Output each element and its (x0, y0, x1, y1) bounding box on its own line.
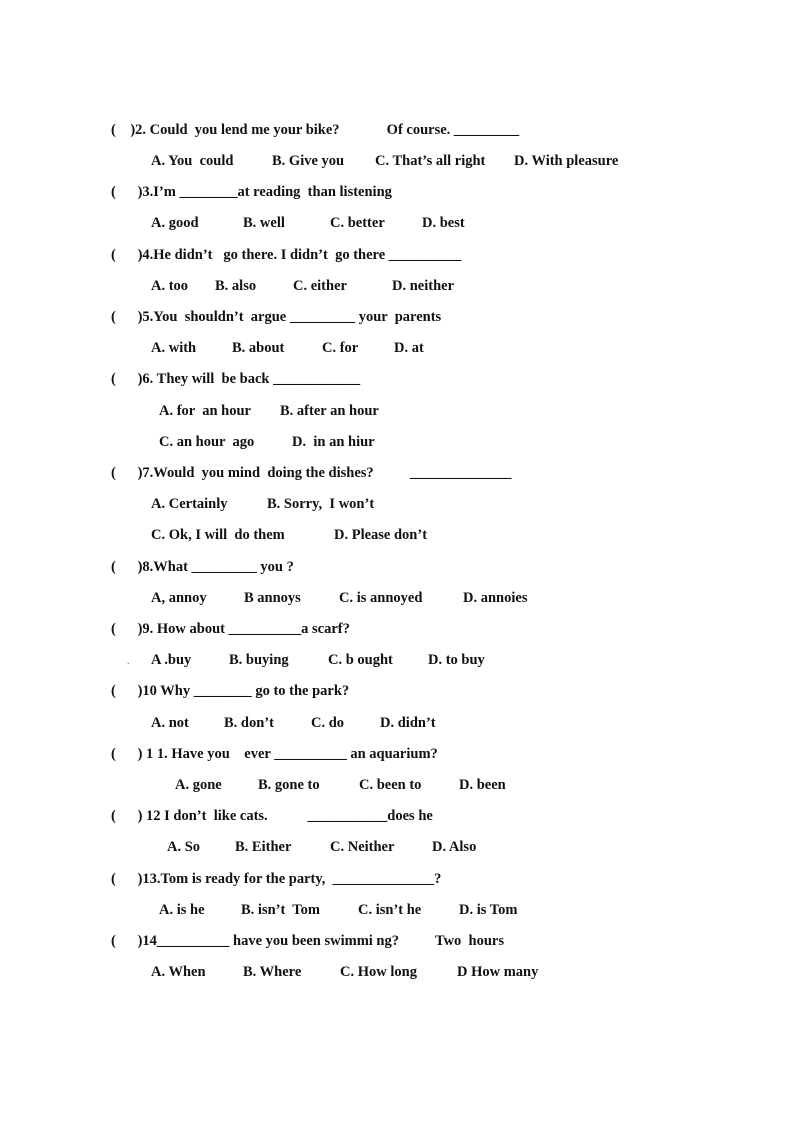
q12-option-b: B. Either (235, 839, 292, 855)
question-7-stem: ( )7.Would you mind doing the dishes? ______________ (111, 465, 512, 481)
question-10-stem: ( )10 Why ________ go to the park? (111, 683, 350, 699)
q11-option-d: D. been (459, 777, 506, 793)
q10-option-a: A. not (151, 715, 189, 731)
q11-option-a: A. gone (175, 777, 222, 793)
question-9-stem: ( )9. How about __________a scarf? (111, 621, 350, 637)
stray-mark: . (127, 656, 130, 667)
q3-option-d: D. best (422, 215, 465, 231)
q9-option-c: C. b ought (328, 652, 393, 668)
q3-option-b: B. well (243, 215, 285, 231)
q3-option-a: A. good (151, 215, 199, 231)
q2-option-c: C. That’s all right (375, 153, 486, 169)
q9-option-b: B. buying (229, 652, 289, 668)
q5-option-b: B. about (232, 340, 285, 356)
q9-option-d: D. to buy (428, 652, 485, 668)
q13-option-c: C. isn’t he (358, 902, 422, 918)
q8-option-d: D. annoies (463, 590, 528, 606)
q7-option-b: B. Sorry, I won’t (267, 496, 375, 512)
q12-option-d: D. Also (432, 839, 477, 855)
question-6-stem: ( )6. They will be back ____________ (111, 371, 361, 387)
q8-option-b: B annoys (244, 590, 301, 606)
q7-option-a: A. Certainly (151, 496, 228, 512)
question-3-stem: ( )3.I’m ________at reading than listening (111, 184, 392, 200)
question-13-stem: ( )13.Tom is ready for the party, ______________? (111, 871, 442, 887)
q13-option-d: D. is Tom (459, 902, 518, 918)
question-2-stem: ( )2. Could you lend me your bike? Of course. _________ (111, 122, 520, 138)
question-11-stem: ( ) 1 1. Have you ever __________ an aquarium? (111, 746, 438, 762)
q4-option-c: C. either (293, 278, 347, 294)
q3-option-c: C. better (330, 215, 385, 231)
q11-option-c: C. been to (359, 777, 422, 793)
q13-option-a: A. is he (159, 902, 205, 918)
q10-option-d: D. didn’t (380, 715, 436, 731)
q5-option-d: D. at (394, 340, 424, 356)
question-5-stem: ( )5.You shouldn’t argue _________ your parents (111, 309, 442, 325)
q13-option-b: B. isn’t Tom (241, 902, 320, 918)
q8-option-c: C. is annoyed (339, 590, 423, 606)
question-12-stem: ( ) 12 I don’t like cats. ___________does he (111, 808, 433, 824)
q6-option-d: D. in an hiur (292, 434, 375, 450)
q8-option-a: A, annoy (151, 590, 207, 606)
q7-option-d: D. Please don’t (334, 527, 428, 543)
q14-option-d: D How many (457, 964, 539, 980)
q14-option-a: A. When (151, 964, 206, 980)
q10-option-b: B. don’t (224, 715, 274, 731)
q12-option-a: A. So (167, 839, 201, 855)
question-14-stem: ( )14__________ have you been swimmi ng? Two hours (111, 933, 505, 949)
q2-option-a: A. You could (151, 153, 234, 169)
q14-option-c: C. How long (340, 964, 417, 980)
q2-option-b: B. Give you (272, 153, 345, 169)
q5-option-a: A. with (151, 340, 197, 356)
q5-option-c: C. for (322, 340, 359, 356)
q6-option-c: C. an hour ago (159, 434, 255, 450)
q4-option-d: D. neither (392, 278, 455, 294)
q12-option-c: C. Neither (330, 839, 395, 855)
q2-option-d: D. With pleasure (514, 153, 619, 169)
q4-option-b: B. also (215, 278, 257, 294)
q9-option-a: A .buy (151, 652, 192, 668)
q4-option-a: A. too (151, 278, 189, 294)
q14-option-b: B. Where (243, 964, 302, 980)
question-8-stem: ( )8.What _________ you ? (111, 559, 294, 575)
q10-option-c: C. do (311, 715, 345, 731)
q6-option-a: A. for an hour (159, 403, 251, 419)
q7-option-c: C. Ok, I will do them (151, 527, 285, 543)
q6-option-b: B. after an hour (280, 403, 379, 419)
question-4-stem: ( )4.He didn’t go there. I didn’t go there __________ (111, 247, 462, 263)
q11-option-b: B. gone to (258, 777, 320, 793)
